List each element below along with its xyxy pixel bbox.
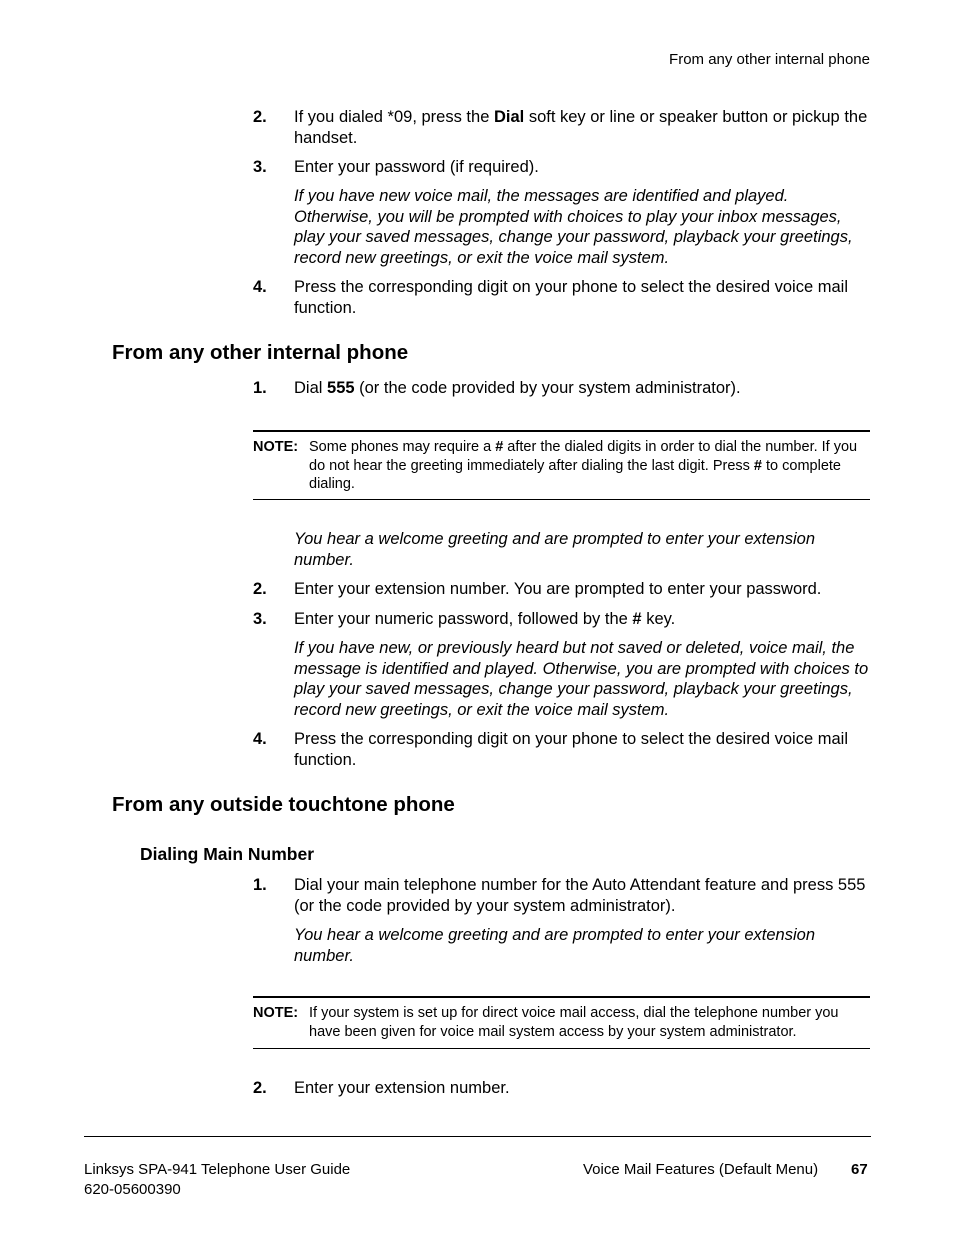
- page-number: 67: [851, 1161, 868, 1178]
- step-3-password: [253, 157, 873, 178]
- step-2-extension: [253, 579, 873, 600]
- step-number: 4.: [253, 278, 267, 296]
- subheading-dialing-main-number: Dialing Main Number: [140, 844, 315, 864]
- step-text: If you dialed *09, press the Dial soft key or line or speaker button or pickup the handset.: [294, 108, 868, 147]
- step-number: 1.: [253, 876, 267, 894]
- footer-divider: [84, 1136, 871, 1137]
- step-3-numeric-password: [253, 609, 873, 630]
- step-text: Enter your numeric password, followed by the # key.: [294, 610, 676, 628]
- step-1-dial-555: [253, 378, 873, 399]
- running-header: From any other internal phone: [669, 51, 870, 68]
- step-text: Enter your extension number.: [294, 1079, 510, 1097]
- step-1-main-number: [253, 875, 873, 916]
- section-heading-outside-phone: From any outside touchtone phone: [112, 793, 455, 816]
- step-2-dial: [253, 107, 873, 148]
- step-number: 4.: [253, 730, 267, 748]
- step-text: Enter your extension number. You are prompted to enter your password.: [294, 580, 822, 598]
- step-text: Enter your password (if required).: [294, 158, 539, 176]
- step-number: 2.: [253, 108, 267, 126]
- step-number: 2.: [253, 1079, 267, 1097]
- footer-chapter: Voice Mail Features (Default Menu): [583, 1161, 819, 1178]
- footer-doc-number: 620-05600390: [84, 1181, 181, 1198]
- section-heading-internal-phone: From any other internal phone: [112, 341, 409, 364]
- note-box-direct-access: [253, 996, 870, 1049]
- step-3-result: If you have new voice mail, the messages are identified and played. Otherwise, you will be prompted with choices to play your inbox messages, play your saved messages, change your password, playback your greetings, record new greetings, or exit the voice mail system.: [294, 187, 853, 267]
- step-number: 3.: [253, 610, 267, 628]
- step-text: Press the corresponding digit on your phone to select the desired voice mail function.: [294, 730, 848, 769]
- step-text: Dial your main telephone number for the Auto Attendant feature and press 555 (or the code provided by your system administrator).: [294, 876, 866, 915]
- step-3-result: If you have new, or previously heard but not saved or deleted, voice mail, the message is identified and played. Otherwise, you are prompted with choices to play your saved messages, change your password, playback your greetings, record new greetings, or exit the voice mail system.: [294, 639, 869, 719]
- step-1-result: You hear a welcome greeting and are prompted to enter your extension number.: [294, 530, 815, 569]
- step-number: 2.: [253, 580, 267, 598]
- step-text: Press the corresponding digit on your phone to select the desired voice mail function.: [294, 278, 848, 317]
- note-text: If your system is set up for direct voice mail access, dial the telephone number you have been given for voice mail system access by your system administrator.: [309, 1005, 839, 1040]
- step-text: Dial 555 (or the code provided by your system administrator).: [294, 379, 741, 397]
- note-box-hash-key: [253, 430, 870, 500]
- step-number: 3.: [253, 158, 267, 176]
- step-number: 1.: [253, 379, 267, 397]
- note-label: NOTE:: [253, 1005, 299, 1021]
- footer-guide-title: Linksys SPA-941 Telephone User Guide: [84, 1161, 351, 1178]
- note-label: NOTE:: [253, 439, 299, 455]
- step-4-select: [253, 277, 873, 318]
- note-text: Some phones may require a # after the dialed digits in order to dial the number. If you do not hear the greeting immediately after dialing the last digit. Press # to complete dialing.: [309, 439, 858, 492]
- step-2-extension: [253, 1078, 873, 1099]
- step-4-select: [253, 729, 873, 770]
- step-1-result: You hear a welcome greeting and are prompted to enter your extension number.: [294, 926, 815, 965]
- dial-key-label: Dial: [493, 108, 525, 126]
